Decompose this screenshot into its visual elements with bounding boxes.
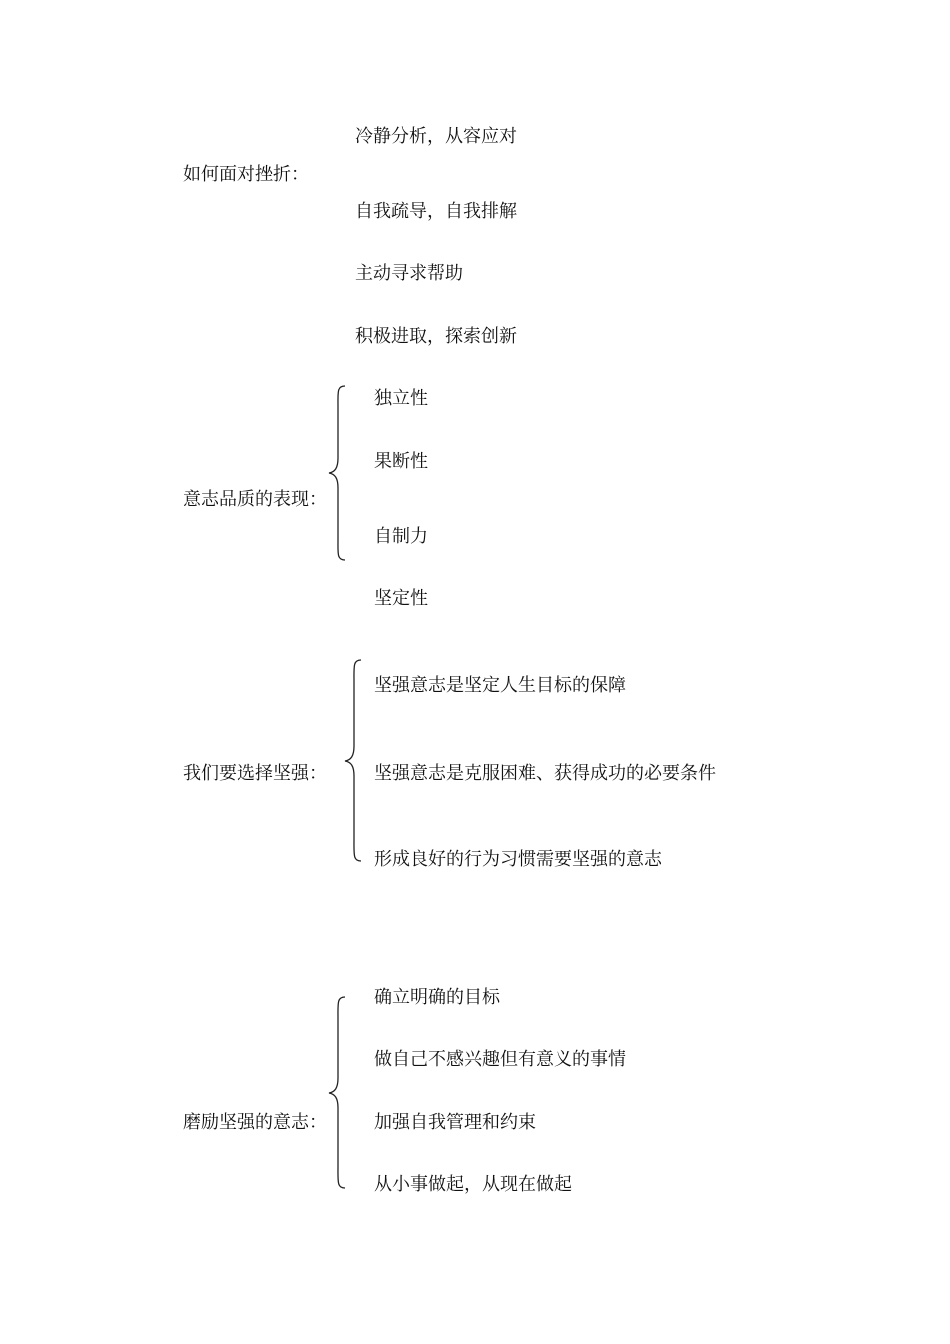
strength-item: 坚强意志是克服困难、获得成功的必要条件 (374, 763, 716, 784)
coping-item: 主动寻求帮助 (355, 263, 463, 284)
section-label-choose-strength: 我们要选择坚强： (183, 763, 327, 784)
section-label-temper-will: 磨励坚强的意志： (183, 1112, 327, 1133)
strength-item: 形成良好的行为习惯需要坚强的意志 (374, 849, 662, 870)
temper-item: 从小事做起，从现在做起 (374, 1174, 572, 1195)
quality-item: 果断性 (374, 451, 428, 472)
quality-item: 自制力 (374, 526, 428, 547)
quality-item: 坚定性 (374, 588, 428, 609)
section-label-coping-frustration: 如何面对挫折： (183, 164, 309, 185)
temper-item: 做自己不感兴趣但有意义的事情 (374, 1049, 626, 1070)
brace-temper-will (324, 995, 348, 1190)
coping-item: 自我疏导，自我排解 (355, 201, 517, 222)
section-label-will-qualities: 意志品质的表现： (183, 489, 327, 510)
coping-item: 积极进取，探索创新 (355, 326, 517, 347)
temper-item: 加强自我管理和约束 (374, 1112, 536, 1133)
coping-item: 冷静分析，从容应对 (355, 126, 517, 147)
quality-item: 独立性 (374, 388, 428, 409)
temper-item: 确立明确的目标 (374, 987, 500, 1008)
strength-item: 坚强意志是坚定人生目标的保障 (374, 675, 626, 696)
brace-choose-strength (340, 658, 364, 863)
brace-will-qualities (324, 384, 348, 562)
